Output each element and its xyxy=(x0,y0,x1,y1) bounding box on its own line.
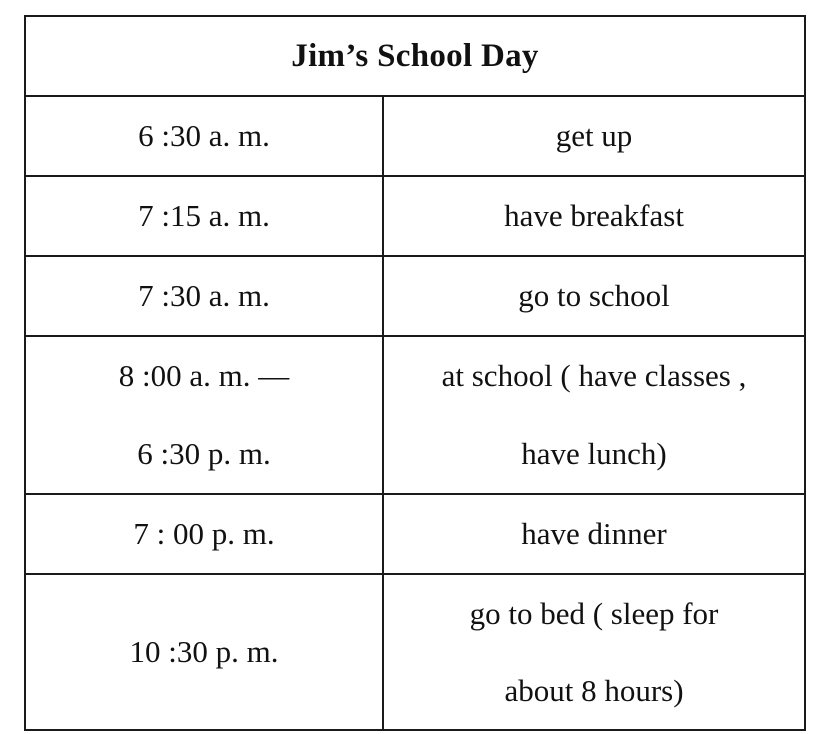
time-text: 7 : 00 p. m. xyxy=(133,516,275,551)
activity-text: have dinner xyxy=(521,516,667,551)
activity-cell xyxy=(382,337,804,493)
activity-text: get up xyxy=(555,118,633,153)
time-text: 8 :00 a. m. — xyxy=(118,358,290,393)
table-row xyxy=(26,337,804,495)
time-cell xyxy=(26,337,382,493)
activity-cell xyxy=(382,177,804,255)
activity-text: have breakfast xyxy=(504,198,684,233)
activity-cell xyxy=(382,97,804,175)
table-row xyxy=(26,257,804,337)
time-text: 6 :30 a. m. xyxy=(138,118,270,153)
time-cell xyxy=(26,177,382,255)
time-cell xyxy=(26,495,382,573)
time-text: 10 :30 p. m. xyxy=(129,634,279,669)
table-row xyxy=(26,575,804,729)
time-text: 6 :30 p. m. xyxy=(137,436,271,471)
time-cell xyxy=(26,257,382,335)
table-row xyxy=(26,495,804,575)
time-text: 7 :15 a. m. xyxy=(138,198,270,233)
activity-cell xyxy=(382,495,804,573)
table-title: Jim’s School Day xyxy=(291,37,539,74)
activity-cell xyxy=(382,575,804,729)
activity-text: have lunch) xyxy=(521,436,667,471)
time-text: 7 :30 a. m. xyxy=(138,278,270,313)
schedule-table xyxy=(24,15,806,731)
activity-text: go to bed ( sleep for xyxy=(469,596,719,631)
time-cell xyxy=(26,575,382,729)
activity-text: go to school xyxy=(518,278,670,313)
table-title-row xyxy=(26,17,804,97)
activity-cell xyxy=(382,257,804,335)
activity-text: at school ( have classes , xyxy=(441,358,747,393)
activity-text: about 8 hours) xyxy=(504,673,684,708)
time-cell xyxy=(26,97,382,175)
table-row xyxy=(26,97,804,177)
table-row xyxy=(26,177,804,257)
